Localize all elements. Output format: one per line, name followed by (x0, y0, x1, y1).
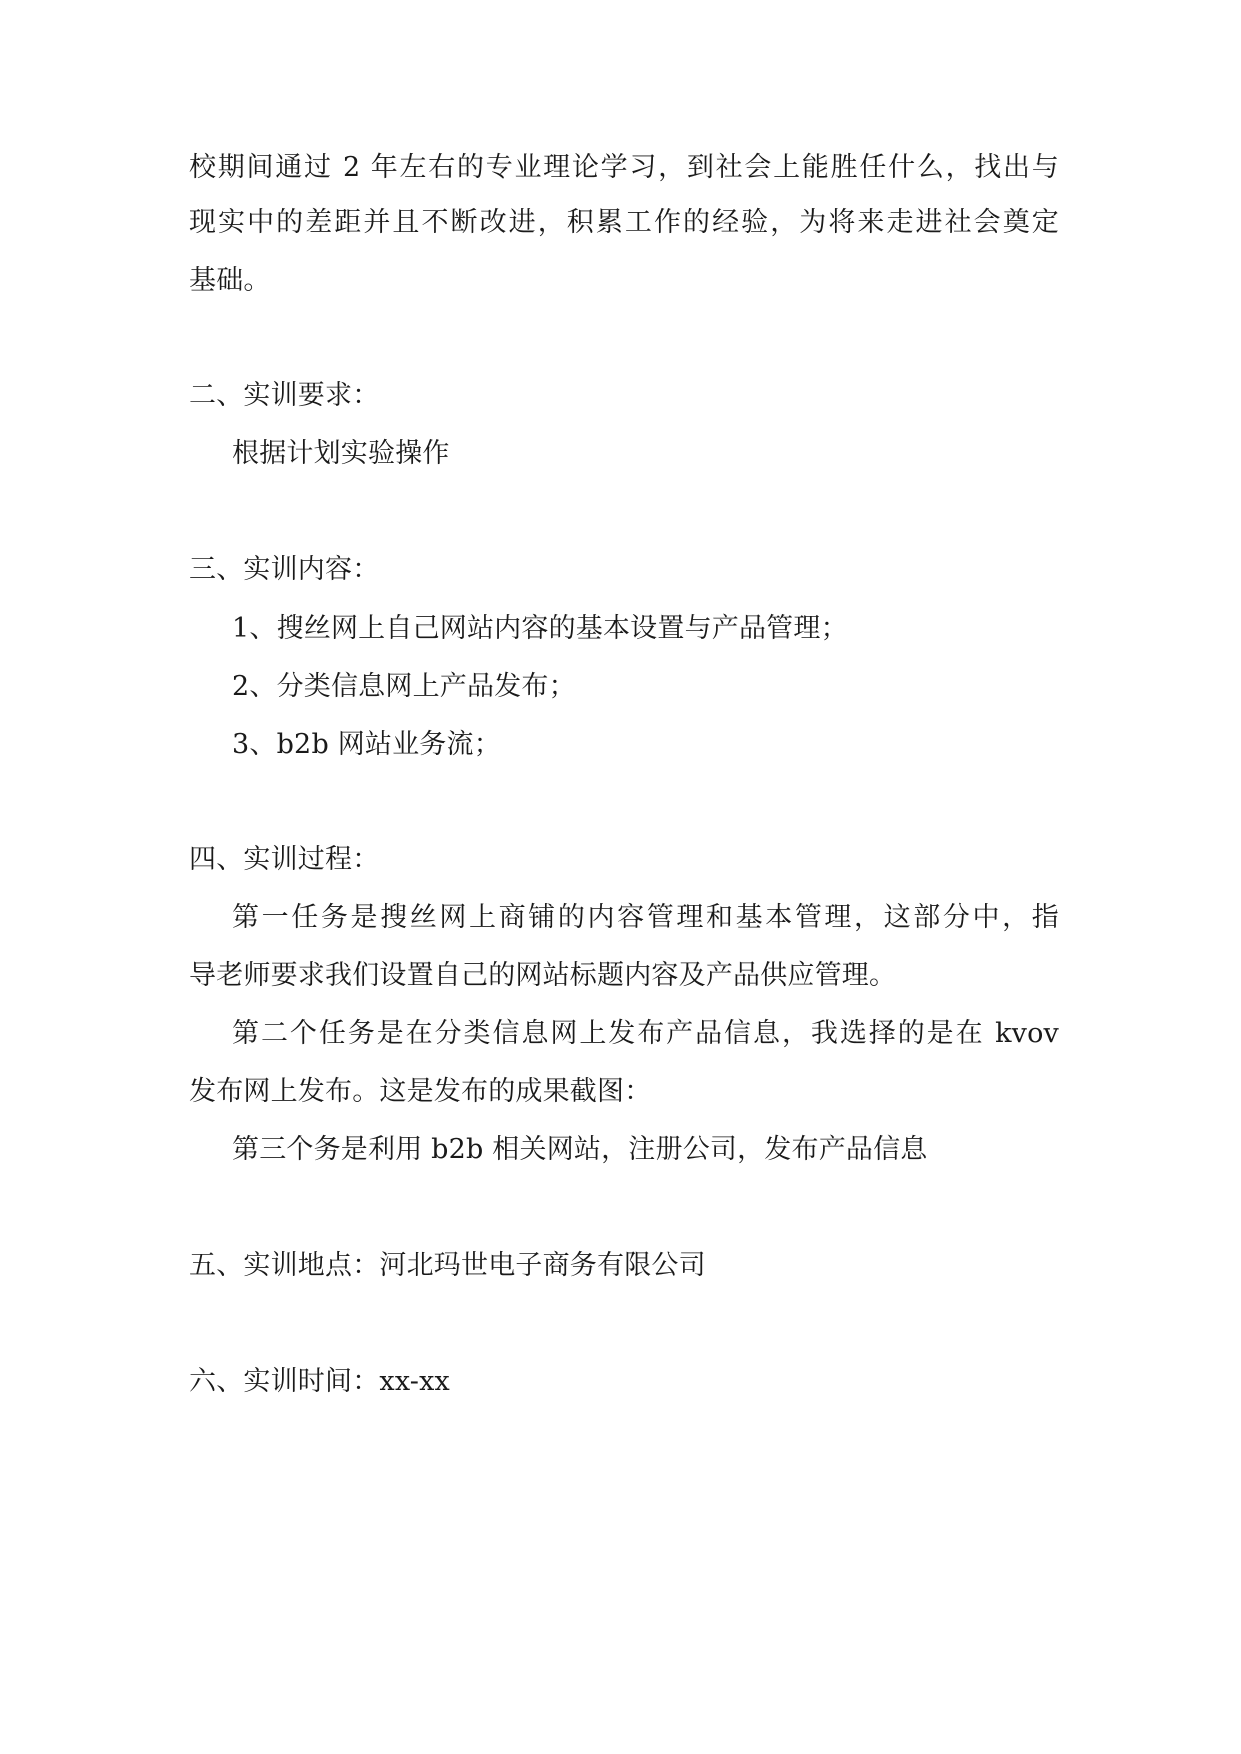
section-4-p2-line-2: 发布网上发布。这是发布的成果截图： (189, 1076, 652, 1107)
section-4-p3-line-1: 第三个务是利用 b2b 相关网站，注册公司，发布产品信息 (232, 1134, 928, 1165)
intro-line-1: 校期间通过 2 年左右的专业理论学习，到社会上能胜任什么，找出与 (189, 152, 1059, 183)
section-2-heading: 二、实训要求： (189, 380, 380, 411)
intro-line-3: 基础。 (189, 265, 271, 296)
section-3-item-3: 3、b2b 网站业务流； (232, 729, 501, 760)
section-3-heading: 三、实训内容： (189, 554, 380, 585)
section-4-p2-line-1: 第二个任务是在分类信息网上发布产品信息，我选择的是在 kvov (232, 1018, 1059, 1049)
intro-line-2: 现实中的差距并且不断改进，积累工作的经验，为将来走进社会奠定 (189, 207, 1059, 238)
section-5-heading: 五、实训地点：河北玛世电子商务有限公司 (189, 1250, 706, 1281)
section-3-item-2: 2、分类信息网上产品发布； (232, 671, 576, 702)
section-4-p1-line-1: 第一任务是搜丝网上商铺的内容管理和基本管理，这部分中，指 (232, 902, 1059, 933)
section-4-heading: 四、实训过程： (189, 844, 380, 875)
section-4-p1-line-2: 导老师要求我们设置自己的网站标题内容及产品供应管理。 (189, 960, 897, 991)
section-2-body: 根据计划实验操作 (232, 438, 450, 469)
section-6-heading: 六、实训时间：xx-xx (189, 1366, 450, 1397)
section-3-item-1: 1、搜丝网上自己网站内容的基本设置与产品管理； (232, 613, 848, 644)
